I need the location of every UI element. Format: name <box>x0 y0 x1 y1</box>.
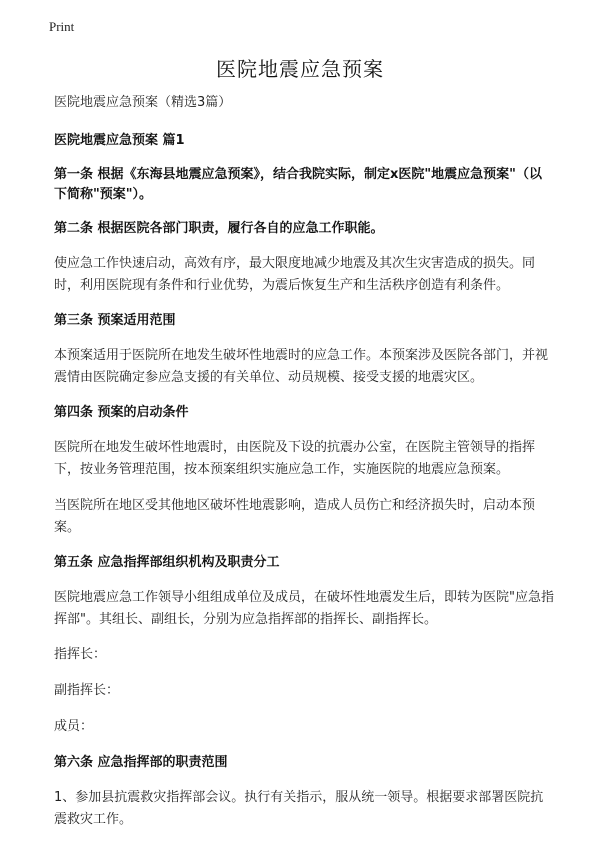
field-members: 成员： <box>54 719 94 734</box>
article-6-heading: 第六条 应急指挥部的职责范围 <box>54 755 228 770</box>
article-2-text: 使应急工作快速启动，高效有序，最大限度地减少地震及其次生灾害造成的损失。同时，利用医院现有条件和行业优势，为震后恢复生产和生活秩序创造有利条件。 <box>54 256 536 293</box>
document-title: 医院地震应急预案 <box>216 57 384 81</box>
article-4-text-1: 医院所在地发生破坏性地震时，由医院及下设的抗震办公室，在医院主管领导的指挥下，按业务管理范围，按本预案组织实施应急工作，实施医院的地震应急预案。 <box>54 440 536 477</box>
field-deputy-commander: 副指挥长： <box>54 683 120 698</box>
article-3-text: 本预案适用于医院所在地发生破坏性地震时的应急工作。本预案涉及医院各部门，并视震情由医院确定参应急支援的有关单位、动员规模、接受支援的地震灾区。 <box>54 348 549 385</box>
article-5-text: 医院地震应急工作领导小组组成单位及成员，在破坏性地震发生后，即转为医院"应急指挥部"。其组长、副组长，分别为应急指挥部的指挥长、副指挥长。 <box>54 590 554 627</box>
field-commander: 指挥长： <box>54 647 107 662</box>
print-label[interactable]: Print <box>49 19 75 34</box>
document-subtitle: 医院地震应急预案（精选3篇） <box>54 95 232 110</box>
document-body <box>54 93 554 845</box>
article-2-heading: 第二条 根据医院各部门职责，履行各自的应急工作职能。 <box>54 221 384 236</box>
article-4-heading: 第四条 预案的启动条件 <box>54 405 189 420</box>
article-5-heading: 第五条 应急指挥部组织机构及职责分工 <box>54 555 280 570</box>
article-1: 第一条 根据《东海县地震应急预案》，结合我院实际，制定x医院"地震应急预案"（以下简称"预案"）。 <box>54 167 542 202</box>
section-heading: 医院地震应急预案 篇1 <box>54 133 185 148</box>
article-6-text-1: 1、参加县抗震救灾指挥部会议。执行有关指示，服从统一领导。根据要求部署医院抗震救灾工作。 <box>54 790 544 827</box>
article-4-text-2: 当医院所在地区受其他地区破坏性地震影响，造成人员伤亡和经济损失时，启动本预案。 <box>54 498 536 535</box>
article-3-heading: 第三条 预案适用范围 <box>54 313 176 328</box>
